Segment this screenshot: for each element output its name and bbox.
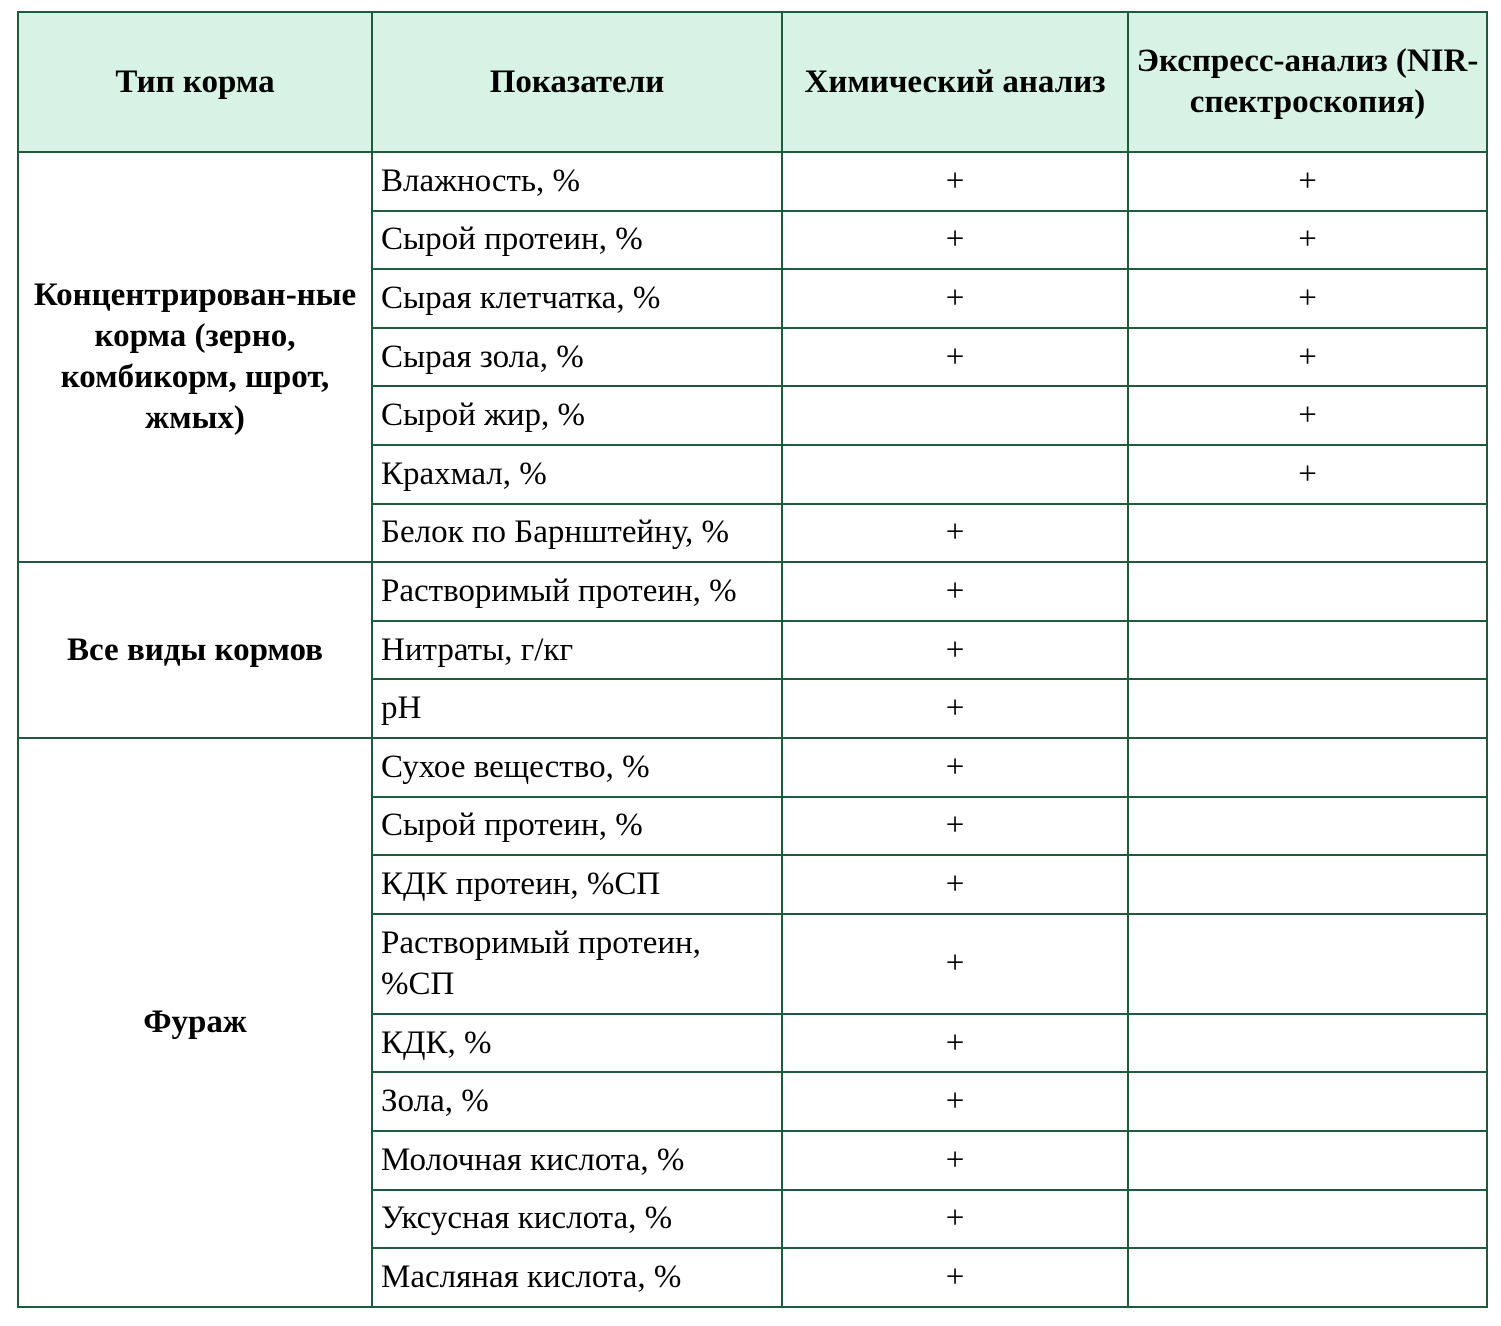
table-row (18, 738, 1487, 797)
table-row (18, 562, 1487, 621)
chemical-analysis-mark: + (782, 1014, 1128, 1073)
chemical-analysis-mark: + (782, 679, 1128, 738)
indicator-cell: Сырой жир, % (372, 386, 782, 445)
chemical-analysis-mark: + (782, 562, 1128, 621)
indicator-cell: Сырой протеин, % (372, 797, 782, 856)
express-analysis-mark (1128, 1072, 1487, 1131)
express-analysis-mark: + (1128, 386, 1487, 445)
header-chemical-analysis: Химический анализ (782, 12, 1128, 152)
indicator-cell: КДК протеин, %СП (372, 855, 782, 914)
chemical-analysis-mark: + (782, 797, 1128, 856)
express-analysis-mark (1128, 1131, 1487, 1190)
feed-type-cell: Все виды кормов (18, 562, 372, 738)
indicator-cell: Масляная кислота, % (372, 1248, 782, 1307)
chemical-analysis-mark: + (782, 621, 1128, 680)
indicator-cell: Сырая клетчатка, % (372, 269, 782, 328)
express-analysis-mark: + (1128, 269, 1487, 328)
header-row (18, 12, 1487, 152)
express-analysis-mark (1128, 504, 1487, 563)
express-analysis-mark: + (1128, 445, 1487, 504)
chemical-analysis-mark (782, 445, 1128, 504)
chemical-analysis-mark: + (782, 1248, 1128, 1307)
express-analysis-mark (1128, 797, 1487, 856)
indicator-cell: Белок по Барнштейну, % (372, 504, 782, 563)
chemical-analysis-mark: + (782, 914, 1128, 1014)
indicator-cell: Сырой протеин, % (372, 211, 782, 270)
express-analysis-mark: + (1128, 152, 1487, 211)
chemical-analysis-mark: + (782, 1131, 1128, 1190)
express-analysis-mark (1128, 679, 1487, 738)
express-analysis-mark (1128, 1190, 1487, 1249)
express-analysis-mark (1128, 562, 1487, 621)
feed-type-cell: Концентрирован-ные корма (зерно, комбикорм, шрот, жмых) (18, 152, 372, 562)
header-indicators: Показатели (372, 12, 782, 152)
indicator-cell: Нитраты, г/кг (372, 621, 782, 680)
header-feed-type: Тип корма (18, 12, 372, 152)
table-row (18, 152, 1487, 211)
express-analysis-mark (1128, 914, 1487, 1014)
feed-type-cell: Фураж (18, 738, 372, 1307)
chemical-analysis-mark (782, 386, 1128, 445)
chemical-analysis-mark: + (782, 152, 1128, 211)
express-analysis-mark: + (1128, 328, 1487, 387)
indicator-cell: Влажность, % (372, 152, 782, 211)
indicator-cell: КДК, % (372, 1014, 782, 1073)
indicator-cell: Сырая зола, % (372, 328, 782, 387)
chemical-analysis-mark: + (782, 328, 1128, 387)
indicator-cell: Молочная кислота, % (372, 1131, 782, 1190)
table-header (18, 12, 1487, 152)
chemical-analysis-mark: + (782, 855, 1128, 914)
express-analysis-mark (1128, 855, 1487, 914)
feed-analysis-table (17, 11, 1488, 1308)
indicator-cell: Зола, % (372, 1072, 782, 1131)
express-analysis-mark (1128, 1248, 1487, 1307)
express-analysis-mark (1128, 621, 1487, 680)
header-express-analysis: Экспресс-анализ (NIR-спектроскопия) (1128, 12, 1487, 152)
indicator-cell: рН (372, 679, 782, 738)
indicator-cell: Крахмал, % (372, 445, 782, 504)
table-body (18, 152, 1487, 1307)
chemical-analysis-mark: + (782, 1190, 1128, 1249)
chemical-analysis-mark: + (782, 738, 1128, 797)
chemical-analysis-mark: + (782, 504, 1128, 563)
chemical-analysis-mark: + (782, 269, 1128, 328)
chemical-analysis-mark: + (782, 1072, 1128, 1131)
express-analysis-mark (1128, 738, 1487, 797)
indicator-cell: Растворимый протеин, %СП (372, 914, 782, 1014)
chemical-analysis-mark: + (782, 211, 1128, 270)
indicator-cell: Растворимый протеин, % (372, 562, 782, 621)
express-analysis-mark: + (1128, 211, 1487, 270)
indicator-cell: Уксусная кислота, % (372, 1190, 782, 1249)
express-analysis-mark (1128, 1014, 1487, 1073)
indicator-cell: Сухое вещество, % (372, 738, 782, 797)
